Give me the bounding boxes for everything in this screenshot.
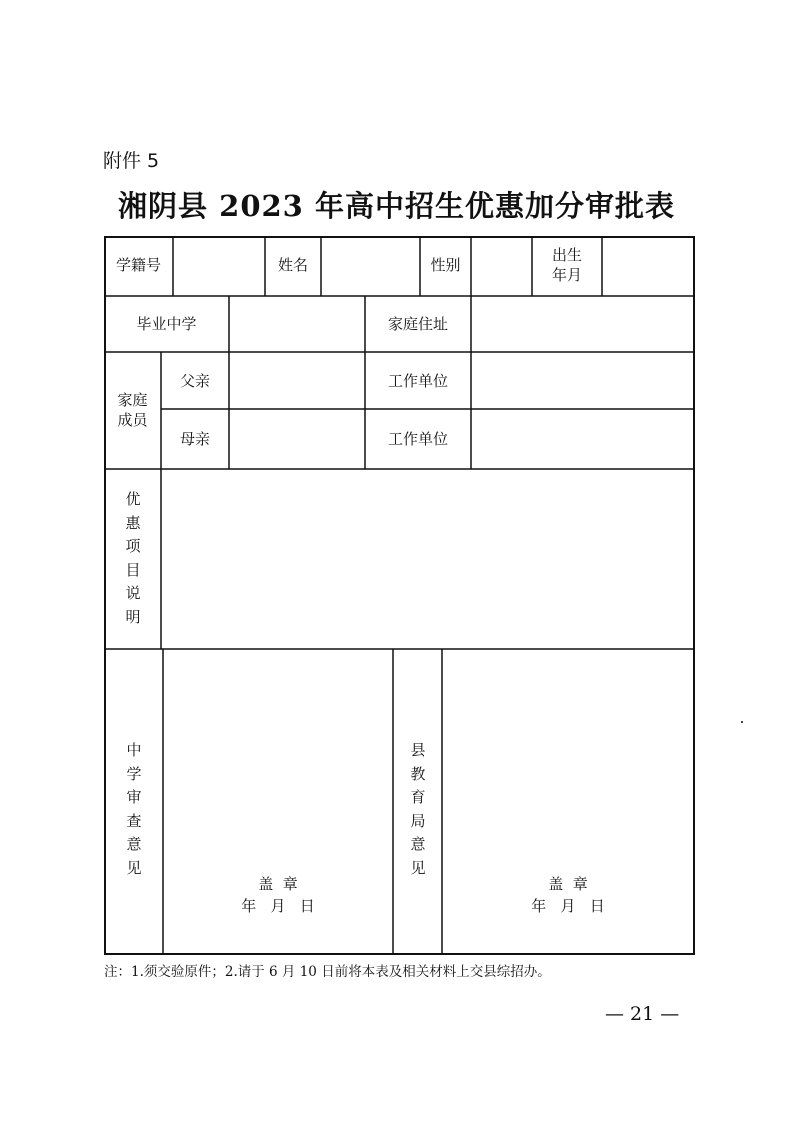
- name-cell[interactable]: [322, 238, 419, 295]
- school-stamp-label: 盖 章: [258, 875, 298, 893]
- father-label: 父亲: [179, 372, 210, 390]
- page-number: — 21 —: [605, 1003, 680, 1025]
- work-unit-mother-label: 工作单位: [387, 430, 448, 448]
- student-id-label: 学籍号: [115, 256, 161, 274]
- county-date-label: 年 月 日: [531, 897, 605, 915]
- approval-form: [104, 236, 695, 955]
- graduated-school-cell[interactable]: [230, 297, 364, 351]
- attachment-label: 附件 5: [103, 150, 160, 172]
- mother-cell[interactable]: [230, 410, 364, 468]
- school-date-label: 年 月 日: [241, 897, 315, 915]
- home-address-cell[interactable]: [472, 297, 693, 351]
- scan-speck: [741, 721, 743, 723]
- birth-date-cell[interactable]: [603, 238, 693, 295]
- form-title: 湘阴县 2023 年高中招生优惠加分审批表: [118, 189, 675, 223]
- county-stamp-label: 盖 章: [548, 875, 588, 893]
- preference-desc-cell[interactable]: [162, 470, 693, 648]
- work-unit-father-label: 工作单位: [387, 372, 448, 390]
- home-address-label: 家庭住址: [387, 315, 448, 333]
- work-unit-father-cell[interactable]: [472, 353, 693, 408]
- birth-label-line1: 出生: [551, 246, 582, 264]
- graduated-school-label: 毕业中学: [136, 315, 197, 333]
- county-opinion-label: 县教育局意见: [410, 741, 426, 877]
- name-label: 姓名: [277, 256, 308, 274]
- mother-label: 母亲: [179, 430, 210, 448]
- family-members-label: [104, 390, 161, 430]
- footnote: 注：1.须交验原件；2.请于 6 月 10 日前将本表及相关材料上交县综招办。: [104, 964, 551, 980]
- father-cell[interactable]: [230, 353, 364, 408]
- family-members-text: 家庭成员: [117, 391, 148, 429]
- gender-label: 性别: [430, 256, 461, 274]
- student-id-cell[interactable]: [174, 238, 264, 295]
- birth-label-line2: 年月: [551, 266, 582, 284]
- preference-desc-label: 优惠项目说明: [125, 490, 141, 626]
- school-opinion-label: 中学审查意见: [126, 741, 142, 877]
- gender-cell[interactable]: [472, 238, 531, 295]
- work-unit-mother-cell[interactable]: [472, 410, 693, 468]
